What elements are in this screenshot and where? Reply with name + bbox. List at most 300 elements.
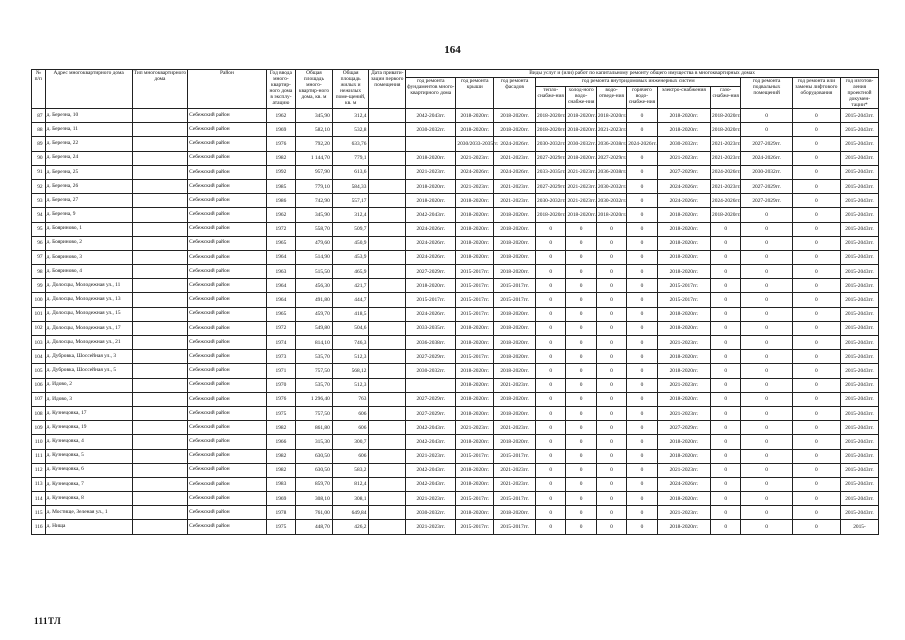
facade-cell: 2015-2017гг. [494,449,536,463]
basement-cell: 0 [741,293,792,307]
type-cell [132,279,188,293]
privatization-cell [369,449,406,463]
facade-cell: 2018-2020гг. [494,109,536,123]
elevator-cell: 0 [792,477,840,491]
table-row [32,392,879,406]
type-cell [132,179,188,193]
basement-cell: 0 [741,208,792,222]
district-cell: Себежский район [188,293,267,307]
heat-cell: 0 [536,477,566,491]
heat-cell: 0 [536,265,566,279]
table-row [32,265,879,279]
header-privatization: Дата привати-зации первого помещения [369,70,406,109]
privatization-cell [369,492,406,506]
address-cell: д. Березна, 24 [45,151,132,165]
privatization-cell [369,406,406,420]
year-cell: 1982 [266,421,295,435]
table-row [32,336,879,350]
facade-cell: 2018-2020гг. [494,250,536,264]
heat-cell: 2030-2032гг. [536,194,566,208]
drainage-cell: 2027-2029гг. [596,151,626,165]
privatization-cell [369,222,406,236]
electricity-cell: 2018-2020гг. [657,208,710,222]
gas-cell: 0 [711,520,741,534]
gas-cell: 0 [711,435,741,449]
facade-cell: 2021-2023гг. [494,378,536,392]
elevator-cell: 0 [792,179,840,193]
header-hot-water: горячего водо-снабже-ния [627,87,657,109]
total-area-cell: 479,60 [296,236,333,250]
foundation-cell: 2042-2043гг. [406,208,456,222]
type-cell [132,307,188,321]
address-cell: д. Кузнецовка, 4 [45,435,132,449]
table-row [32,477,879,491]
electricity-cell: 2021-2023гг. [657,506,710,520]
num-cell: 97 [32,250,46,264]
drainage-cell: 0 [596,520,626,534]
drainage-cell: 0 [596,477,626,491]
header-address: Адрес многоквартирного дома [45,70,132,109]
table-row [32,109,879,123]
elevator-cell: 0 [792,520,840,534]
district-cell: Себежский район [188,392,267,406]
header-facade: год ремонта фасадов [494,78,536,109]
type-cell [132,364,188,378]
living-area-cell: 426,2 [332,520,369,534]
living-area-cell: 557,17 [332,194,369,208]
elevator-cell: 0 [792,222,840,236]
foundation-cell: 2021-2023гг. [406,165,456,179]
table-row [32,151,879,165]
basement-cell: 0 [741,123,792,137]
hot-water-cell: 0 [627,435,657,449]
total-area-cell: 549,80 [296,321,333,335]
living-area-cell: 512,3 [332,350,369,364]
hot-water-cell: 0 [627,492,657,506]
repair-schedule-table [31,69,879,535]
district-cell: Себежский район [188,492,267,506]
heat-cell: 0 [536,435,566,449]
heat-cell: 0 [536,406,566,420]
year-cell: 1986 [266,194,295,208]
type-cell [132,392,188,406]
privatization-cell [369,477,406,491]
district-cell: Себежский район [188,378,267,392]
heat-cell: 0 [536,350,566,364]
privatization-cell [369,109,406,123]
roof-cell: 2015-2017гг. [456,449,494,463]
num-cell: 109 [32,421,46,435]
living-area-cell: 606 [332,421,369,435]
header-basement: год ремонта подвальных помещений [741,78,792,109]
electricity-cell: 2018-2020гг. [657,520,710,534]
drainage-cell: 2036-2038гг. [596,137,626,151]
table-row [32,179,879,193]
hot-water-cell: 0 [627,123,657,137]
design-docs-cell: 2015-2043гг. [840,194,878,208]
foundation-cell: 2021-2023гг. [406,520,456,534]
privatization-cell [369,378,406,392]
table-row [32,350,879,364]
cold-water-cell: 0 [566,463,596,477]
electricity-cell: 2015-2017гг. [657,279,710,293]
cold-water-cell: 2021-2023гг. [566,165,596,179]
drainage-cell: 0 [596,307,626,321]
basement-cell: 0 [741,406,792,420]
address-cell: д. Кузнецовка, 19 [45,421,132,435]
district-cell: Себежский район [188,109,267,123]
cold-water-cell: 0 [566,421,596,435]
cold-water-cell: 0 [566,520,596,534]
year-cell: 1962 [266,208,295,222]
privatization-cell [369,520,406,534]
num-cell: 103 [32,336,46,350]
year-cell: 1966 [266,435,295,449]
basement-cell: 0 [741,307,792,321]
foundation-cell: 2015-2017гг. [406,293,456,307]
total-area-cell: 814,10 [296,336,333,350]
foundation-cell: 2036-2038гг. [406,336,456,350]
type-cell [132,293,188,307]
electricity-cell: 2021-2023гг. [657,406,710,420]
address-cell: д. Долосцы, Молодежная ул., 21 [45,336,132,350]
elevator-cell: 0 [792,435,840,449]
foundation-cell [406,378,456,392]
hot-water-cell: 0 [627,293,657,307]
num-cell: 96 [32,236,46,250]
header-year: Год ввода много-квартир-ного дома в эксплу-атацию [266,70,295,109]
address-cell: д. Бояриново, 4 [45,265,132,279]
hot-water-cell: 0 [627,506,657,520]
heat-cell: 2018-2020гг. [536,123,566,137]
elevator-cell: 0 [792,137,840,151]
electricity-cell: 2018-2020гг. [657,250,710,264]
table-row [32,421,879,435]
heat-cell: 0 [536,421,566,435]
drainage-cell: 0 [596,506,626,520]
elevator-cell: 0 [792,151,840,165]
cold-water-cell: 0 [566,492,596,506]
privatization-cell [369,179,406,193]
num-cell: 94 [32,208,46,222]
foundation-cell: 2042-2043гг. [406,435,456,449]
electricity-cell: 2027-2029гг. [657,165,710,179]
header-design-docs: год изготов-ления проектной докумен-тации* [840,78,878,109]
cold-water-cell: 2021-2023гг. [566,194,596,208]
hot-water-cell: 0 [627,151,657,165]
foundation-cell: 2018-2020гг. [406,194,456,208]
total-area-cell: 1 144,70 [296,151,333,165]
facade-cell: 2021-2023гг. [494,463,536,477]
district-cell: Себежский район [188,421,267,435]
type-cell [132,378,188,392]
facade-cell: 2021-2023гг. [494,151,536,165]
type-cell [132,336,188,350]
header-district: Район [188,70,267,109]
total-area-cell: 630,50 [296,449,333,463]
facade-cell: 2018-2020гг. [494,123,536,137]
address-cell: д. Кузнецовка, 6 [45,463,132,477]
table-row [32,307,879,321]
year-cell: 1962 [266,109,295,123]
gas-cell: 2021-2023гг. [711,137,741,151]
type-cell [132,477,188,491]
basement-cell: 0 [741,336,792,350]
heat-cell: 2033-2035гг. [536,165,566,179]
type-cell [132,222,188,236]
basement-cell: 0 [741,506,792,520]
cold-water-cell: 0 [566,222,596,236]
design-docs-cell: 2015-2043гг. [840,463,878,477]
district-cell: Себежский район [188,435,267,449]
gas-cell: 2018-2020гг. [711,123,741,137]
gas-cell: 0 [711,350,741,364]
living-area-cell: 509,7 [332,222,369,236]
elevator-cell: 0 [792,265,840,279]
year-cell: 1982 [266,151,295,165]
hot-water-cell: 0 [627,336,657,350]
elevator-cell: 0 [792,421,840,435]
heat-cell: 0 [536,336,566,350]
roof-cell: 2021-2023гг. [456,421,494,435]
living-area-cell: 613,6 [332,165,369,179]
address-cell: д. Идово, 2 [45,378,132,392]
roof-cell: 2015-2017гг. [456,279,494,293]
foundation-cell [406,137,456,151]
drainage-cell: 2021-2023гг. [596,123,626,137]
drainage-cell: 2030-2032гг. [596,194,626,208]
num-cell: 99 [32,279,46,293]
basement-cell: 0 [741,321,792,335]
heat-cell: 2030-2032гг. [536,137,566,151]
drainage-cell: 0 [596,406,626,420]
basement-cell: 0 [741,279,792,293]
electricity-cell: 2018-2020гг. [657,236,710,250]
table-row [32,506,879,520]
table-row [32,279,879,293]
address-cell: д. Дубровка, Шоссейная ул., 5 [45,364,132,378]
cold-water-cell: 0 [566,279,596,293]
total-area-cell: 861,80 [296,421,333,435]
roof-cell: 2021-2023гг. [456,151,494,165]
design-docs-cell: 2015-2043гг. [840,321,878,335]
year-cell: 1975 [266,406,295,420]
type-cell [132,137,188,151]
foundation-cell: 2018-2020гг. [406,179,456,193]
design-docs-cell: 2015-2043гг. [840,492,878,506]
roof-cell: 2018-2020гг. [456,364,494,378]
privatization-cell [369,350,406,364]
total-area-cell: 514,90 [296,250,333,264]
basement-cell: 2024-2026гг. [741,151,792,165]
num-cell: 111 [32,449,46,463]
num-cell: 107 [32,392,46,406]
gas-cell: 0 [711,307,741,321]
foundation-cell: 2024-2026гг. [406,307,456,321]
num-cell: 93 [32,194,46,208]
gas-cell: 0 [711,222,741,236]
design-docs-cell: 2015-2043гг. [840,265,878,279]
hot-water-cell: 0 [627,109,657,123]
facade-cell: 2021-2023гг. [494,179,536,193]
district-cell: Себежский район [188,137,267,151]
facade-cell: 2021-2023гг. [494,194,536,208]
table-row [32,435,879,449]
year-cell: 1969 [266,492,295,506]
foundation-cell: 2030-2032гг. [406,364,456,378]
foundation-cell: 2021-2023гг. [406,492,456,506]
living-area-cell: 421,7 [332,279,369,293]
elevator-cell: 0 [792,321,840,335]
district-cell: Себежский район [188,165,267,179]
num-cell: 108 [32,406,46,420]
year-cell: 1964 [266,279,295,293]
elevator-cell: 0 [792,123,840,137]
roof-cell: 2018-2020гг. [456,477,494,491]
foundation-cell: 2024-2026гг. [406,222,456,236]
gas-cell: 2021-2023гг. [711,179,741,193]
hot-water-cell: 0 [627,222,657,236]
cold-water-cell: 2018-2020гг. [566,123,596,137]
num-cell: 105 [32,364,46,378]
drainage-cell: 0 [596,293,626,307]
design-docs-cell: 2015-2043гг. [840,506,878,520]
total-area-cell: 757,50 [296,364,333,378]
hot-water-cell: 0 [627,463,657,477]
header-gas: газо-снабже-ния [711,87,741,109]
hot-water-cell: 0 [627,321,657,335]
header-cold-water: холод-ного водо-снабже-ния [566,87,596,109]
elevator-cell: 0 [792,109,840,123]
type-cell [132,151,188,165]
type-cell [132,350,188,364]
living-area-cell: 583,2 [332,463,369,477]
district-cell: Себежский район [188,179,267,193]
num-cell: 115 [32,506,46,520]
gas-cell: 0 [711,492,741,506]
num-cell: 110 [32,435,46,449]
basement-cell: 0 [741,463,792,477]
header-type: Тип многоквартирного дома [132,70,188,109]
elevator-cell: 0 [792,449,840,463]
roof-cell: 2024-2026гг. [456,165,494,179]
table-row [32,194,879,208]
privatization-cell [369,279,406,293]
facade-cell: 2018-2020гг. [494,265,536,279]
cold-water-cell: 2018-2020гг. [566,208,596,222]
facade-cell: 2018-2020гг. [494,236,536,250]
hot-water-cell: 0 [627,208,657,222]
gas-cell: 2024-2026гг. [711,165,741,179]
cold-water-cell: 0 [566,378,596,392]
facade-cell: 2015-2017гг. [494,293,536,307]
electricity-cell: 2021-2023гг. [657,151,710,165]
heat-cell: 0 [536,222,566,236]
basement-cell: 0 [741,350,792,364]
design-docs-cell: 2015-2043гг. [840,279,878,293]
year-cell: 1976 [266,392,295,406]
header-roof: год ремонта крыши [456,78,494,109]
drainage-cell: 0 [596,336,626,350]
living-area-cell: 584,33 [332,179,369,193]
foundation-cell: 2021-2023гг. [406,449,456,463]
district-cell: Себежский район [188,236,267,250]
year-cell: 1976 [266,137,295,151]
electricity-cell: 2018-2020гг. [657,449,710,463]
table-row [32,293,879,307]
table-row [32,236,879,250]
total-area-cell: 957,90 [296,165,333,179]
cold-water-cell: 0 [566,336,596,350]
design-docs-cell: 2015-2043гг. [840,137,878,151]
gas-cell: 0 [711,364,741,378]
type-cell [132,321,188,335]
district-cell: Себежский район [188,350,267,364]
basement-cell: 0 [741,421,792,435]
type-cell [132,265,188,279]
address-cell: д. Долосцы, Молодежная ул., 13 [45,293,132,307]
gas-cell: 2018-2020гг. [711,109,741,123]
address-cell: д. Бояриново, 3 [45,250,132,264]
roof-cell: 2018-2020гг. [456,506,494,520]
type-cell [132,109,188,123]
privatization-cell [369,307,406,321]
privatization-cell [369,265,406,279]
living-area-cell: 308,1 [332,492,369,506]
district-cell: Себежский район [188,222,267,236]
heat-cell: 0 [536,236,566,250]
design-docs-cell: 2015-2043гг. [840,293,878,307]
address-cell: д. Березна, 25 [45,165,132,179]
header-total-area: Общая площадь много-квартир-ного дома, кв. м [296,70,333,109]
num-cell: 114 [32,492,46,506]
cold-water-cell: 2021-2023гг. [566,179,596,193]
privatization-cell [369,293,406,307]
foundation-cell: 2027-2029гг. [406,350,456,364]
electricity-cell: 2018-2020гг. [657,109,710,123]
gas-cell: 0 [711,236,741,250]
electricity-cell: 2021-2023гг. [657,336,710,350]
heat-cell: 0 [536,392,566,406]
hot-water-cell: 0 [627,279,657,293]
elevator-cell: 0 [792,492,840,506]
hot-water-cell: 0 [627,520,657,534]
privatization-cell [369,421,406,435]
total-area-cell: 1 296,40 [296,392,333,406]
type-cell [132,123,188,137]
facade-cell: 2018-2020гг. [494,364,536,378]
address-cell: д. Бояриново, 2 [45,236,132,250]
facade-cell: 2015-2017гг. [494,279,536,293]
design-docs-cell: 2015-2043гг. [840,477,878,491]
elevator-cell: 0 [792,350,840,364]
header-living-area: Общая площадь жилых и нежилых поме-щений, кв. м [332,70,369,109]
facade-cell: 2018-2020гг. [494,208,536,222]
heat-cell: 0 [536,378,566,392]
year-cell: 1963 [266,265,295,279]
drainage-cell: 0 [596,350,626,364]
drainage-cell: 2036-2038гг. [596,165,626,179]
electricity-cell: 2018-2020гг. [657,321,710,335]
gas-cell: 0 [711,378,741,392]
year-cell: 1974 [266,336,295,350]
privatization-cell [369,208,406,222]
drainage-cell: 0 [596,222,626,236]
year-cell: 1983 [266,477,295,491]
design-docs-cell: 2015-2043гг. [840,109,878,123]
facade-cell: 2018-2020гг. [494,336,536,350]
type-cell [132,165,188,179]
